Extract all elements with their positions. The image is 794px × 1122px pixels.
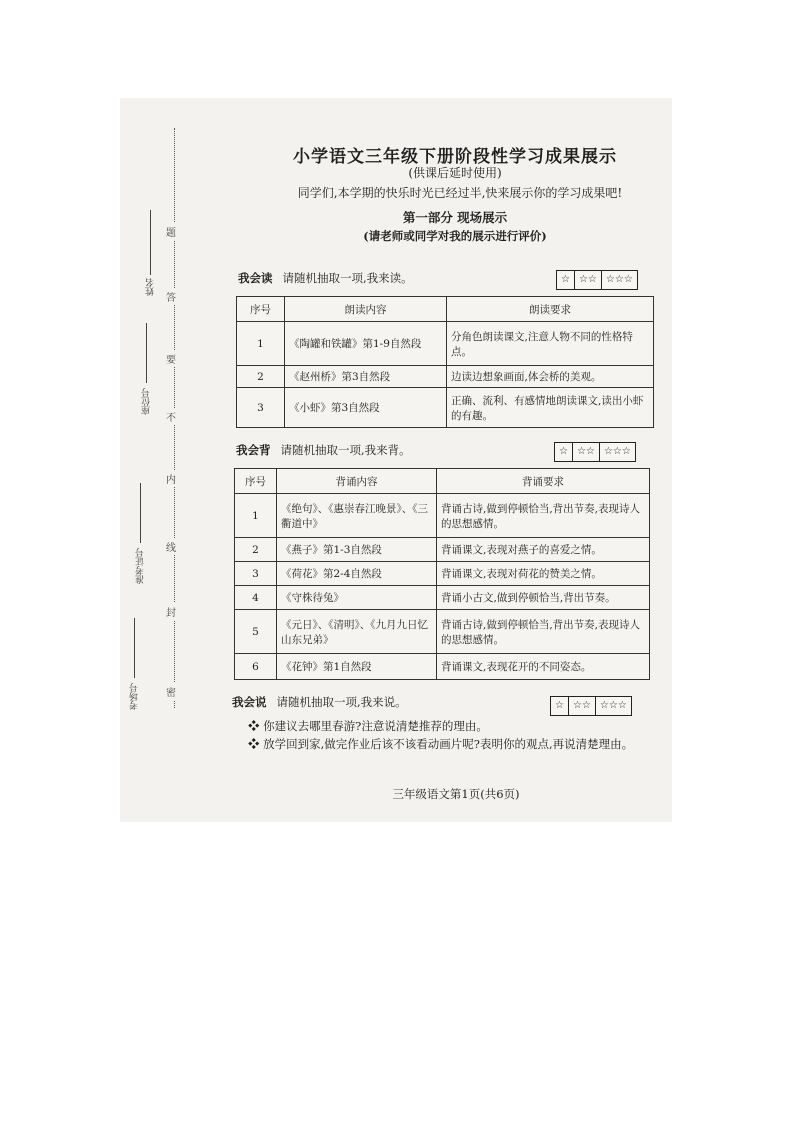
row-number: 6 xyxy=(235,654,277,680)
page-title: 小学语文三年级下册阶段性学习成果展示 xyxy=(293,147,617,167)
recite-rating[interactable] xyxy=(554,442,636,462)
column-header: 序号 xyxy=(237,297,285,322)
row-number: 3 xyxy=(237,388,285,428)
name-field[interactable] xyxy=(150,210,151,275)
speak-instruction: 请随机抽取一项,我来说。 xyxy=(276,695,407,709)
part-title: 第一部分 现场展示 xyxy=(402,210,508,225)
row-content: 《元日》、《清明》、《九月九日忆山东兄弟》 xyxy=(277,610,437,654)
table-header-row xyxy=(237,297,654,322)
row-requirement: 背诵小古文,做到停顿恰当,背出节奏。 xyxy=(437,586,650,610)
rating-one-star[interactable]: ☆ xyxy=(551,697,569,715)
read-tag: 我会读 xyxy=(238,271,273,285)
row-number: 2 xyxy=(235,538,277,562)
speak-tag: 我会说 xyxy=(232,695,267,709)
row-content: 《赵州桥》第3自然段 xyxy=(285,366,447,388)
column-header: 朗读内容 xyxy=(285,297,447,322)
row-number: 3 xyxy=(235,562,277,586)
table-header-row xyxy=(235,469,650,494)
rating-two-star[interactable]: ☆☆ xyxy=(573,443,600,461)
table-row xyxy=(237,366,654,388)
seat-number-field[interactable] xyxy=(146,323,147,383)
seal-char: 题 xyxy=(166,223,176,240)
row-requirement: 边读边想象画面,体会桥的美观。 xyxy=(447,366,654,388)
name-label: 姓名 xyxy=(146,278,156,296)
seal-char: 要 xyxy=(166,350,176,367)
seat-number-label: 座位号 xyxy=(142,388,152,415)
row-requirement: 背诵课文,表现花开的不同姿态。 xyxy=(437,654,650,680)
rating-one-star[interactable]: ☆ xyxy=(555,443,573,461)
row-requirement: 背诵课文,表现对燕子的喜爱之情。 xyxy=(437,538,650,562)
rating-two-star[interactable]: ☆☆ xyxy=(575,271,602,289)
table-row xyxy=(235,538,650,562)
row-content: 《燕子》第1-3自然段 xyxy=(277,538,437,562)
ticket-number-label: 准考证号 xyxy=(136,548,146,584)
speak-topic-1: ❖ 你建议去哪里春游?注意说清楚推荐的理由。 xyxy=(248,719,488,733)
table-row xyxy=(235,654,650,680)
intro-text: 同学们,本学期的快乐时光已经过半,快来展示你的学习成果吧! xyxy=(297,186,623,200)
table-row xyxy=(235,610,650,654)
rating-three-star[interactable]: ☆☆☆ xyxy=(605,274,633,285)
part-note: (请老师或同学对我的展示进行评价) xyxy=(363,229,547,243)
recite-table xyxy=(234,468,650,680)
speak-topic-2: ❖ 放学回到家,做完作业后该不该看动画片呢?表明你的观点,再说清楚理由。 xyxy=(248,737,634,751)
read-section-header xyxy=(238,270,413,286)
recite-section-header xyxy=(236,442,411,458)
speak-rating[interactable] xyxy=(550,696,632,716)
recite-tag: 我会背 xyxy=(236,443,271,457)
column-header: 序号 xyxy=(235,469,277,494)
read-rating[interactable] xyxy=(556,270,638,290)
row-content: 《花钟》第1自然段 xyxy=(277,654,437,680)
row-content: 《绝句》、《惠崇春江晚景》、《三衢道中》 xyxy=(277,494,437,538)
rating-three-star[interactable]: ☆☆☆ xyxy=(599,700,627,711)
row-requirement: 正确、流利、有感情地朗读课文,读出小虾的有趣。 xyxy=(447,388,654,428)
row-requirement: 背诵古诗,做到停顿恰当,背出节奏,表现诗人的思想感情。 xyxy=(437,610,650,654)
row-requirement: 分角色朗读课文,注意人物不同的性格特点。 xyxy=(447,322,654,366)
table-row xyxy=(235,586,650,610)
exam-room-field[interactable] xyxy=(134,618,135,678)
row-number: 1 xyxy=(235,494,277,538)
read-table xyxy=(236,296,654,428)
binding-margin xyxy=(120,98,182,822)
seal-char: 不 xyxy=(166,408,176,425)
exam-room-label: 考场号 xyxy=(130,683,140,710)
rating-three-star[interactable]: ☆☆☆ xyxy=(603,446,631,457)
row-content: 《陶罐和铁罐》第1-9自然段 xyxy=(285,322,447,366)
seal-char: 封 xyxy=(166,603,176,620)
page-footer: 三年级语文第1页(共6页) xyxy=(392,787,520,801)
row-requirement: 背诵古诗,做到停顿恰当,背出节奏,表现诗人的思想感情。 xyxy=(437,494,650,538)
row-requirement: 背诵课文,表现对荷花的赞美之情。 xyxy=(437,562,650,586)
row-content: 《守株待兔》 xyxy=(277,586,437,610)
rating-two-star[interactable]: ☆☆ xyxy=(569,697,596,715)
ticket-number-field[interactable] xyxy=(140,483,141,543)
page-subtitle: (供课后延时使用) xyxy=(408,166,502,180)
speak-section-header xyxy=(232,694,407,710)
exam-paper xyxy=(120,98,672,822)
row-number: 1 xyxy=(237,322,285,366)
read-instruction: 请随机抽取一项,我来读。 xyxy=(282,271,413,285)
column-header: 背诵内容 xyxy=(277,469,437,494)
table-row xyxy=(235,562,650,586)
row-content: 《小虾》第3自然段 xyxy=(285,388,447,428)
column-header: 朗读要求 xyxy=(447,297,654,322)
recite-instruction: 请随机抽取一项,我来背。 xyxy=(280,443,411,457)
row-number: 4 xyxy=(235,586,277,610)
row-number: 5 xyxy=(235,610,277,654)
seal-char: 线 xyxy=(166,538,176,555)
row-content: 《荷花》第2-4自然段 xyxy=(277,562,437,586)
seal-char: 密 xyxy=(166,683,176,700)
row-number: 2 xyxy=(237,366,285,388)
seal-char: 答 xyxy=(166,288,176,305)
rating-one-star[interactable]: ☆ xyxy=(557,271,575,289)
table-row xyxy=(235,494,650,538)
seal-char: 内 xyxy=(166,470,176,487)
table-row xyxy=(237,388,654,428)
table-row xyxy=(237,322,654,366)
column-header: 背诵要求 xyxy=(437,469,650,494)
